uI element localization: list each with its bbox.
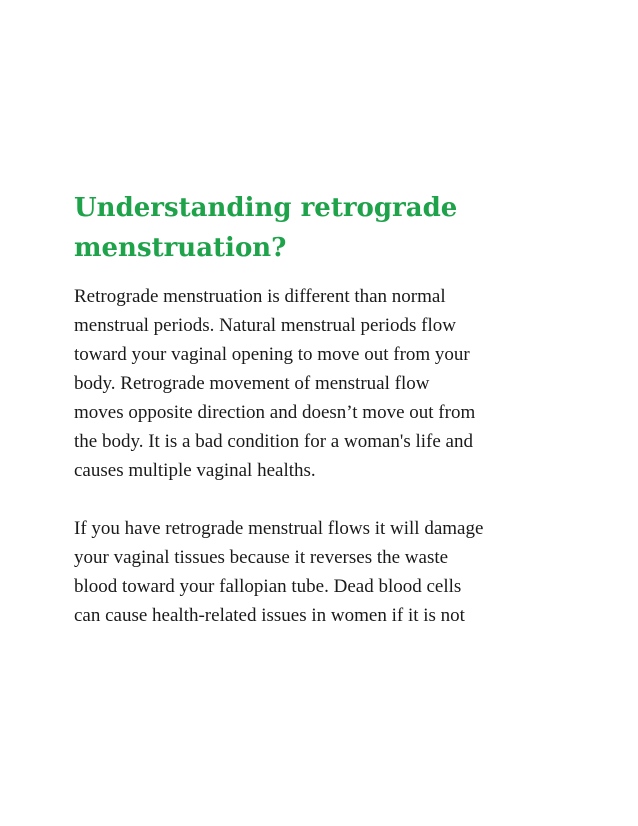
section-heading: Understanding retrograde menstruation?: [74, 193, 458, 263]
document-content: [74, 188, 574, 630]
body-paragraph-2: If you have retrograde menstrual flows it will damage your vaginal tissues because it reverses the waste blood toward your fallopian tube. Dead blood cells can cause health-related issues in women if it is not: [74, 518, 484, 626]
body-paragraph-1: Retrograde menstruation is different than normal menstrual periods. Natural menstrual periods flow toward your vaginal opening to move out from your body. Retrograde movement of menstrual flow moves opposite direction and doesn’t move out from the body. It is a bad condition for a woman's life and causes multiple vaginal healths.: [74, 286, 476, 481]
